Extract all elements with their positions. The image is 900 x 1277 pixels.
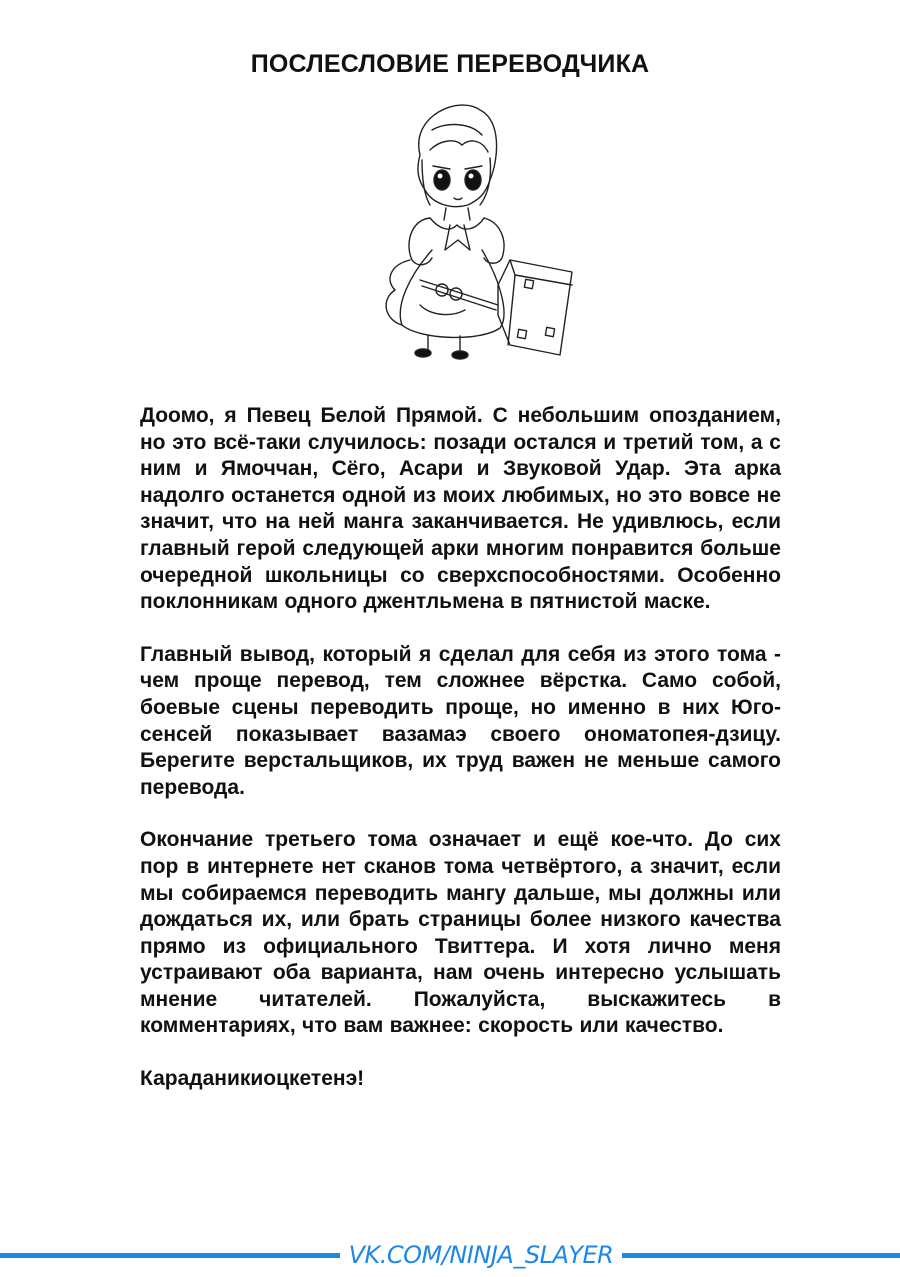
chibi-girl-illustration bbox=[350, 100, 590, 365]
footer-line-left bbox=[0, 1253, 340, 1258]
paragraph-3: Окончание третьего тома означает и ещё кое-что. До сих пор в интернете нет сканов тома четвёртого, а значит, если мы собираемся переводить мангу дальше, мы должны или дождаться их, или брать страницы более низкого качества прямо из официального Твиттера. И хотя лично меня устраивают оба варианта, нам очень интересно услышать мнение читателей. Пожалуйста, выскажитесь в комментариях, что вам важнее: скорость или качество. bbox=[140, 828, 781, 1038]
paragraph-1: Доомо, я Певец Белой Прямой. С небольшим опозданием, но это всё-таки случилось: позади остался и третий том, а с ним и Ямоччан, Сёго, Асари и Звуковой Удар. Эта арка надолго останется одной из моих любимых, но это вовсе не значит, что на ней манга заканчивается. Не удивлюсь, если главный герой следующей арки многим понравится больше очередной школьницы со сверхспособностями. Особенно поклонникам одного джентльмена в пятнистой маске. bbox=[140, 404, 781, 614]
footer-line-right bbox=[622, 1253, 900, 1258]
footer-link[interactable]: VK.COM/NINJA_SLAYER bbox=[348, 1241, 614, 1269]
paragraph-2: Главный вывод, который я сделал для себя из этого тома - чем проще перевод, тем сложнее вёрстка. Само собой, боевые сцены переводить проще, но именно в них Юго-сенсей показывает вазамаэ своего ономатопея-дзицу. Берегите верстальщиков, их труд важен не меньше самого перевода. bbox=[140, 642, 781, 799]
afterword-body bbox=[140, 403, 781, 1093]
signoff: Караданикиоцкетенэ! bbox=[140, 1067, 365, 1091]
page-title: ПОСЛЕСЛОВИЕ ПЕРЕВОДЧИКА bbox=[250, 50, 650, 78]
footer-banner bbox=[0, 1240, 900, 1270]
